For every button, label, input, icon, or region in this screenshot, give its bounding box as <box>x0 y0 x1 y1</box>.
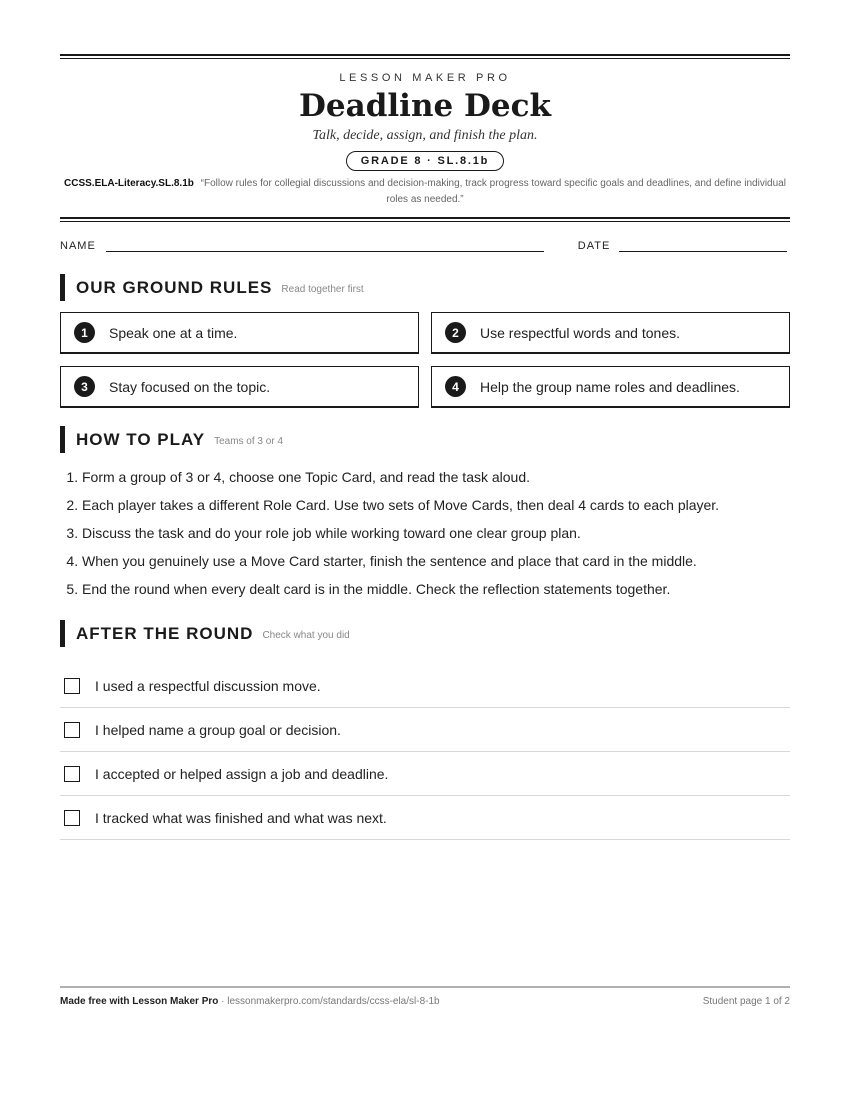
checklist-item <box>60 664 790 708</box>
page-title: Deadline Deck <box>299 88 551 124</box>
standard-code: CCSS.ELA-Literacy.SL.8.1b <box>64 178 194 189</box>
date-line[interactable] <box>619 239 787 252</box>
after-round-note: Check what you did <box>262 629 350 641</box>
ground-rules-header <box>60 274 790 301</box>
standard-text: “Follow rules for collegial discussions and decision-making, track progress toward specific goals and deadlines, and define individual roles as needed.” <box>200 178 786 205</box>
how-to-play-header <box>60 426 790 453</box>
ground-rules-note: Read together first <box>281 283 364 295</box>
top-divider <box>60 54 790 59</box>
checklist-text: I used a respectful discussion move. <box>95 677 321 694</box>
checklist-item <box>60 708 790 752</box>
name-label: NAME <box>60 240 96 252</box>
checklist-item <box>60 796 790 840</box>
standard-statement <box>60 176 790 208</box>
ground-rule-card <box>431 312 790 354</box>
checklist-item <box>60 752 790 796</box>
footer-page-number: Student page 1 of 2 <box>702 996 790 1007</box>
rule-text: Speak one at a time. <box>109 324 238 341</box>
step-item: 4. When you genuinely use a Move Card starter, finish the sentence and place that card in the middle. <box>82 547 790 575</box>
ground-rule-card <box>431 366 790 408</box>
page-footer <box>60 986 790 1007</box>
checklist-text: I tracked what was finished and what was next. <box>95 809 387 826</box>
rule-text: Help the group name roles and deadlines. <box>480 378 740 395</box>
footer-url: · lessonmakerpro.com/standards/ccss-ela/sl-8-1b <box>218 996 440 1007</box>
worksheet-page <box>60 54 790 840</box>
how-to-play-note: Teams of 3 or 4 <box>214 435 283 447</box>
name-date-row <box>60 239 790 252</box>
rule-number-badge: 2 <box>445 322 466 343</box>
reflection-checklist <box>60 664 790 840</box>
rule-text: Use respectful words and tones. <box>480 324 680 341</box>
footer-credit <box>60 996 440 1007</box>
ground-rules-grid <box>60 312 790 408</box>
step-item: 2. Each player takes a different Role Card. Use two sets of Move Cards, then deal 4 cards to each player. <box>82 491 790 519</box>
checkbox[interactable] <box>64 678 80 694</box>
rule-number-badge: 4 <box>445 376 466 397</box>
brand-name: LESSON MAKER PRO <box>339 72 511 84</box>
step-item: 1. Form a group of 3 or 4, choose one Topic Card, and read the task aloud. <box>82 463 790 491</box>
checkbox[interactable] <box>64 810 80 826</box>
how-to-play-steps <box>60 463 790 603</box>
ground-rule-card <box>60 366 419 408</box>
ground-rules-heading: OUR GROUND RULES <box>76 277 273 297</box>
ground-rule-card <box>60 312 419 354</box>
name-line[interactable] <box>106 239 544 252</box>
rule-text: Stay focused on the topic. <box>109 378 271 395</box>
after-round-header <box>60 620 790 647</box>
date-label: DATE <box>577 240 611 252</box>
checklist-text: I helped name a group goal or decision. <box>95 721 341 738</box>
header-divider <box>60 217 790 222</box>
checkbox[interactable] <box>64 722 80 738</box>
step-item: 5. End the round when every dealt card is in the middle. Check the reflection statements together. <box>82 575 790 603</box>
footer-made-with: Made free with Lesson Maker Pro <box>60 996 219 1007</box>
step-item: 3. Discuss the task and do your role job while working toward one clear group plan. <box>82 519 790 547</box>
how-to-play-heading: HOW TO PLAY <box>76 429 206 449</box>
after-round-heading: AFTER THE ROUND <box>76 623 254 643</box>
checkbox[interactable] <box>64 766 80 782</box>
page-subtitle: Talk, decide, assign, and finish the plan. <box>312 128 538 143</box>
rule-number-badge: 3 <box>74 376 95 397</box>
rule-number-badge: 1 <box>74 322 95 343</box>
grade-badge: GRADE 8 · SL.8.1b <box>346 151 504 171</box>
checklist-text: I accepted or helped assign a job and deadline. <box>95 765 389 782</box>
